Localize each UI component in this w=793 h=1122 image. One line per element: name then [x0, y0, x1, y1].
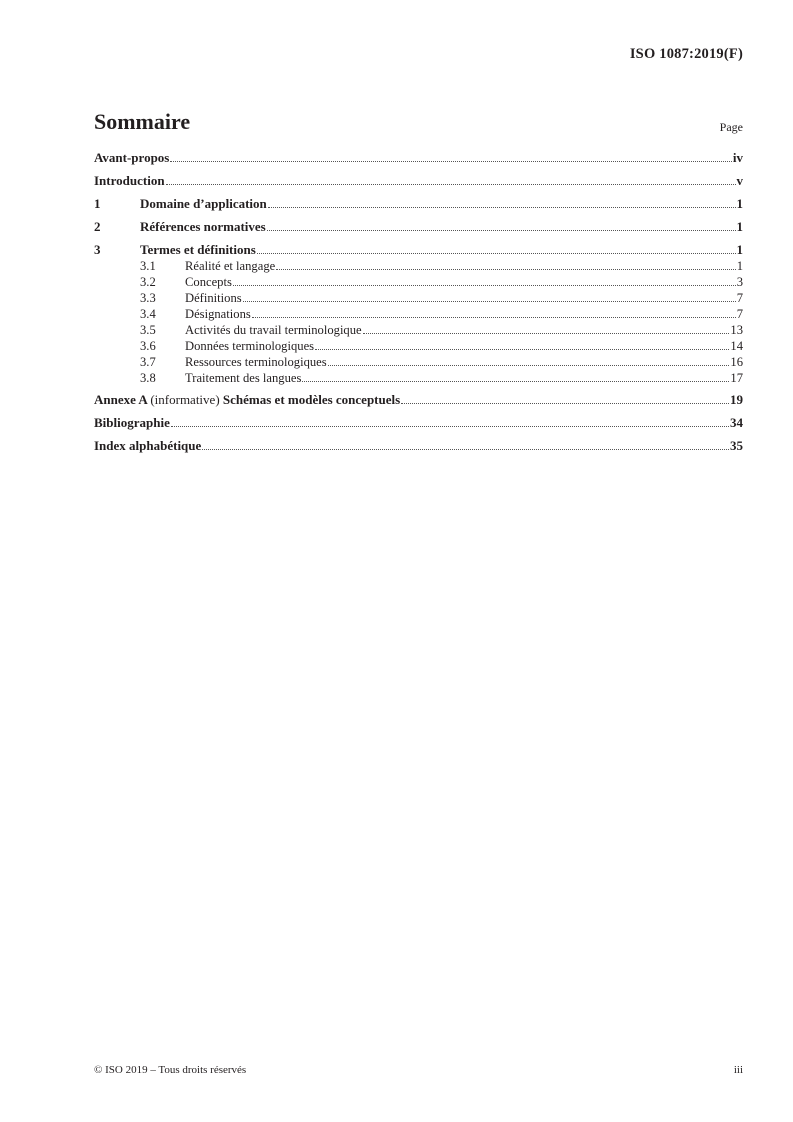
toc-entry-page: 1 [736, 195, 743, 211]
toc-entry-page: 17 [730, 370, 743, 385]
toc-entry-label: Définitions [185, 290, 242, 305]
dot-leader [276, 269, 735, 270]
toc-entry-termes-definitions[interactable] [94, 242, 743, 258]
toc-entry-introduction[interactable] [94, 173, 743, 189]
dot-leader [252, 317, 736, 318]
dot-leader [268, 207, 736, 208]
toc-entry-bibliographie[interactable] [94, 415, 743, 431]
dot-leader [267, 230, 736, 231]
dot-leader [171, 426, 729, 427]
footer-page-number: iii [733, 1064, 743, 1076]
toc-entry-number: 3.3 [140, 290, 156, 305]
dot-leader [257, 253, 736, 254]
annex-note: (informative) [150, 392, 220, 408]
annex-prefix: Annexe A [94, 392, 148, 408]
toc-entry-number: 3.4 [140, 306, 156, 321]
dot-leader [302, 381, 729, 382]
document-id: ISO 1087:2019(F) [629, 46, 743, 62]
toc-page-column-label: Page [719, 120, 743, 134]
toc-entry-label: Traitement des langues [185, 370, 302, 385]
toc-entry-page: 7 [736, 306, 743, 321]
toc-entry-page: 35 [730, 438, 743, 454]
toc-entry-label: Activités du travail terminologique [185, 322, 362, 337]
toc-entry-page: 34 [730, 415, 743, 431]
dot-leader [166, 184, 736, 185]
toc-entry-number: 3.7 [140, 354, 156, 369]
toc-entry-label: Bibliographie [94, 415, 170, 431]
dot-leader [315, 349, 729, 350]
toc-entry-label: Avant-propos [94, 150, 170, 165]
dot-leader [363, 333, 730, 334]
toc-entry-number: 1 [94, 195, 101, 211]
dot-leader [233, 285, 736, 286]
toc-subentry-3-3[interactable] [94, 290, 743, 306]
dot-leader [170, 161, 732, 162]
toc-subentry-3-7[interactable] [94, 354, 743, 370]
toc-entry-page: 13 [730, 322, 743, 337]
dot-leader [401, 403, 729, 404]
toc-entry-label: Concepts [185, 274, 232, 289]
toc-entry-page: v [736, 172, 743, 188]
toc-entry-number: 3.8 [140, 370, 156, 385]
dot-leader [243, 301, 736, 302]
toc-entry-number: 3.5 [140, 322, 156, 337]
dot-leader [328, 365, 730, 366]
toc-entry-number: 3.1 [140, 258, 156, 273]
toc-entry-domaine-application[interactable] [94, 196, 743, 212]
toc-entry-label: Ressources terminologiques [185, 354, 327, 369]
toc-entry-page: 19 [730, 392, 743, 408]
toc-entry-label: Termes et définitions [140, 241, 256, 257]
toc-entry-number: 2 [94, 218, 101, 234]
toc-entry-annexe-a[interactable] [94, 392, 743, 408]
toc-subentry-3-4[interactable] [94, 306, 743, 322]
toc-entry-page: 1 [736, 258, 743, 273]
table-of-contents [94, 150, 743, 454]
toc-entry-avant-propos[interactable] [94, 150, 743, 166]
toc-subentry-3-2[interactable] [94, 274, 743, 290]
toc-entry-page: iv [732, 150, 743, 165]
footer-copyright: © ISO 2019 – Tous droits réservés [94, 1064, 247, 1076]
toc-entry-references-normatives[interactable] [94, 219, 743, 235]
page-title: Sommaire [94, 109, 191, 134]
toc-entry-page: 1 [736, 218, 743, 234]
toc-subentry-3-6[interactable] [94, 338, 743, 354]
toc-entry-number: 3.6 [140, 338, 156, 353]
toc-entry-label: Désignations [185, 306, 251, 321]
toc-entry-page: 16 [730, 354, 743, 369]
toc-entry-label: Réalité et langage [185, 258, 276, 273]
toc-entry-label: Domaine d’application [140, 195, 267, 211]
toc-subentry-3-8[interactable] [94, 370, 743, 386]
toc-entry-label: Références normatives [140, 218, 266, 234]
toc-entry-page: 3 [736, 274, 743, 289]
toc-entry-number: 3 [94, 241, 101, 257]
toc-entry-page: 7 [736, 290, 743, 305]
dot-leader [202, 449, 729, 450]
toc-entry-label: Index alphabétique [94, 438, 202, 454]
toc-entry-label: Introduction [94, 172, 165, 188]
toc-entry-label [94, 392, 400, 408]
toc-subentry-3-1[interactable] [94, 258, 743, 274]
toc-entry-number: 3.2 [140, 274, 156, 289]
annex-title: Schémas et modèles conceptuels [222, 392, 401, 408]
toc-entry-page: 1 [736, 241, 743, 257]
toc-entry-index-alphabetique[interactable] [94, 438, 743, 454]
toc-entry-label: Données terminologiques [185, 338, 315, 353]
toc-entry-page: 14 [730, 338, 743, 353]
toc-subentry-3-5[interactable] [94, 322, 743, 338]
